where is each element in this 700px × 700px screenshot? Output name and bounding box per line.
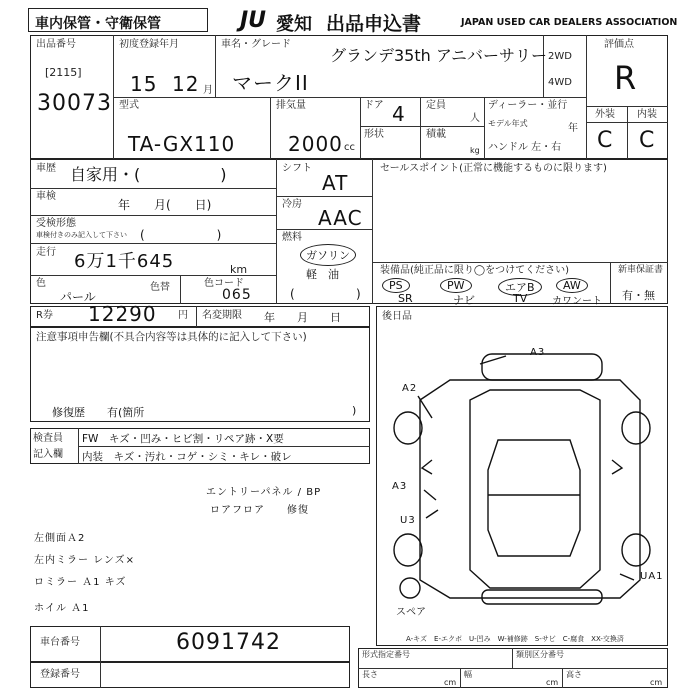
fuel-label: 燃料 bbox=[282, 232, 302, 243]
fuel-gasoline: ガソリン bbox=[300, 244, 356, 266]
inspection-value: 年 月( 日) bbox=[118, 198, 212, 212]
lot-sub: [2115] bbox=[45, 66, 82, 79]
model-value: TA-GX110 bbox=[128, 132, 236, 156]
door-label: ドア bbox=[364, 100, 384, 111]
spare-label: スペア bbox=[396, 607, 426, 618]
first-reg-year: 15 bbox=[130, 72, 158, 96]
interior-value: C bbox=[639, 128, 656, 153]
model-label: 型式 bbox=[119, 100, 139, 111]
hand-note-6: ホイル Ａ1 bbox=[34, 603, 90, 614]
width-cm: cm bbox=[546, 678, 559, 687]
mark-ua1: UA1 bbox=[640, 571, 664, 582]
r-ticket-number: 12290 bbox=[88, 302, 157, 326]
fw-line: FW キズ・凹み・ヒビ割・リペア跡・X要 bbox=[82, 433, 284, 445]
receipt-note: 車検付きのみ記入して下さい bbox=[36, 231, 127, 239]
car-diagram bbox=[380, 340, 664, 630]
name-change-label: 名変期限 bbox=[202, 310, 242, 321]
storage-label-box bbox=[28, 8, 208, 32]
equip-aw: AW bbox=[556, 278, 588, 293]
year-unit: 年 bbox=[568, 123, 578, 134]
hand-note-4: 左内ミラー レンズ× bbox=[34, 555, 136, 566]
receipt-label: 受検形態 bbox=[36, 218, 76, 229]
name-change-value: 年 月 日 bbox=[264, 311, 341, 324]
shift-value: AT bbox=[322, 171, 349, 195]
receipt-value: ( ) bbox=[140, 228, 222, 242]
color-value: パール bbox=[60, 290, 96, 304]
lot-label: 出品番号 bbox=[36, 39, 76, 50]
repair-label: 修復歴 有(箇所 bbox=[52, 406, 145, 419]
mark-a3-top: A3 bbox=[530, 347, 546, 358]
history-value: 自家用・( ) bbox=[70, 165, 227, 184]
equipment-grid bbox=[380, 278, 608, 307]
chassis-number: 6091742 bbox=[176, 630, 281, 655]
load-label: 積載 bbox=[426, 129, 446, 140]
mileage-label: 走行 bbox=[36, 247, 56, 258]
warranty-label: 新車保証書 bbox=[618, 265, 664, 275]
equip-tv: TV bbox=[513, 292, 528, 305]
handle-label: ハンドル 左・右 bbox=[488, 142, 562, 153]
r-ticket-unit: 円 bbox=[178, 310, 188, 321]
height-label: 高さ bbox=[566, 670, 582, 679]
lot-number: 30073 bbox=[37, 91, 112, 116]
equip-pw: PW bbox=[440, 278, 472, 293]
name-grade-label: 車名・グレード bbox=[221, 39, 291, 50]
rating-value: R bbox=[614, 59, 638, 97]
first-reg-label: 初度登録年月 bbox=[119, 39, 179, 50]
category-label: 類別区分番号 bbox=[516, 650, 564, 659]
hand-note-3: 左側面Ａ2 bbox=[34, 533, 86, 544]
damage-legend: A-キズ E-エクボ U-凹み W-補修跡 S-サビ C-腐食 XX-交換済 bbox=[406, 635, 624, 643]
drive-4wd: 4WD bbox=[548, 77, 572, 88]
equipment-label: 装備品(純正品に限り◯をつけてください) bbox=[380, 265, 569, 276]
equip-sr: SR bbox=[398, 292, 413, 305]
color-code-label: 色コード bbox=[204, 278, 244, 289]
interior-label: 内装 bbox=[637, 109, 657, 120]
capacity-label: 定員 bbox=[426, 100, 446, 111]
mark-a3-side: A3 bbox=[392, 481, 408, 492]
history-label: 車歴 bbox=[36, 163, 56, 174]
dealer-label: ディーラー・並行 bbox=[488, 100, 568, 111]
doors-value: 4 bbox=[392, 102, 406, 126]
chassis-label: 車台番号 bbox=[40, 637, 80, 648]
height-cm: cm bbox=[650, 678, 663, 687]
fuel-paren-open: ( bbox=[290, 287, 295, 301]
width-label: 幅 bbox=[464, 670, 472, 679]
mark-a2: A2 bbox=[402, 383, 418, 394]
recolor-label: 色替 bbox=[150, 282, 170, 293]
sales-point-label: セールスポイント(正常に機能するものに限ります) bbox=[380, 163, 607, 174]
form-title: 出品申込書 bbox=[326, 13, 422, 35]
km-unit: km bbox=[230, 263, 248, 276]
r-ticket-label: R券 bbox=[36, 310, 53, 321]
equip-count: カワンート bbox=[552, 296, 602, 307]
mileage-value: 6万1千645 bbox=[74, 251, 175, 272]
mark-u3: U3 bbox=[400, 515, 416, 526]
model-year-label: モデル年式 bbox=[488, 119, 528, 128]
displacement-value: 2000 bbox=[288, 132, 343, 156]
fuel-paren-close: ) bbox=[356, 287, 361, 301]
ac-label: 冷房 bbox=[282, 199, 302, 210]
car-name: マークII bbox=[232, 71, 309, 95]
displacement-label: 排気量 bbox=[276, 100, 306, 111]
length-cm: cm bbox=[444, 678, 457, 687]
interior-line: 内装 キズ・汚れ・コゲ・シミ・キレ・破レ bbox=[82, 451, 292, 463]
kg-unit: kg bbox=[470, 146, 480, 155]
first-reg-month: 12 bbox=[172, 72, 200, 96]
equip-navi: ナビ bbox=[453, 294, 475, 307]
hand-note-1: エントリーパネル / BP bbox=[206, 487, 322, 498]
inspector-label: 検査員 bbox=[33, 433, 63, 444]
inspect-shape-label: 形式指定番号 bbox=[362, 650, 410, 659]
color-label: 色 bbox=[36, 278, 46, 289]
exterior-label: 外装 bbox=[595, 109, 615, 120]
association-name: JAPAN USED CAR DEALERS ASSOCIATION bbox=[461, 17, 678, 28]
shift-label: シフト bbox=[282, 163, 312, 174]
fuel-light-oil: 軽 油 bbox=[306, 268, 339, 281]
rating-label: 評価点 bbox=[604, 39, 634, 50]
ju-logo: JU bbox=[240, 8, 267, 33]
notes-title: 注意事項申告欄(不具合内容等は具体的に記入して下さい) bbox=[36, 331, 307, 343]
grade-value: グランデ35th アニバーサリー bbox=[330, 46, 548, 65]
reg-label: 登録番号 bbox=[40, 669, 80, 680]
hand-note-5: ロミラー Ａ1 キズ bbox=[34, 577, 127, 588]
exterior-value: C bbox=[597, 128, 614, 153]
cc-unit: cc bbox=[344, 142, 355, 153]
drive-2wd: 2WD bbox=[548, 51, 572, 62]
warranty-value: 有・無 bbox=[622, 289, 655, 302]
inspection-label: 車検 bbox=[36, 191, 56, 202]
diagram-panel-label: 後日品 bbox=[382, 311, 412, 322]
length-label: 長さ bbox=[362, 670, 378, 679]
org-name: 愛知 bbox=[276, 14, 312, 35]
first-reg-month-unit: 月 bbox=[203, 85, 213, 96]
storage-label: 車内保管・守衛保管 bbox=[35, 16, 161, 32]
repair-close: ) bbox=[352, 404, 357, 417]
person-unit: 人 bbox=[470, 113, 480, 124]
hand-note-2: ロアフロア 修復 bbox=[210, 505, 309, 516]
equip-ps: PS bbox=[382, 278, 410, 293]
ac-value: AAC bbox=[318, 206, 363, 230]
equip-airbag: エアB bbox=[498, 278, 542, 296]
color-code-value: 065 bbox=[222, 287, 252, 303]
entry-label: 記入欄 bbox=[33, 449, 63, 460]
shape-label: 形状 bbox=[364, 129, 384, 140]
